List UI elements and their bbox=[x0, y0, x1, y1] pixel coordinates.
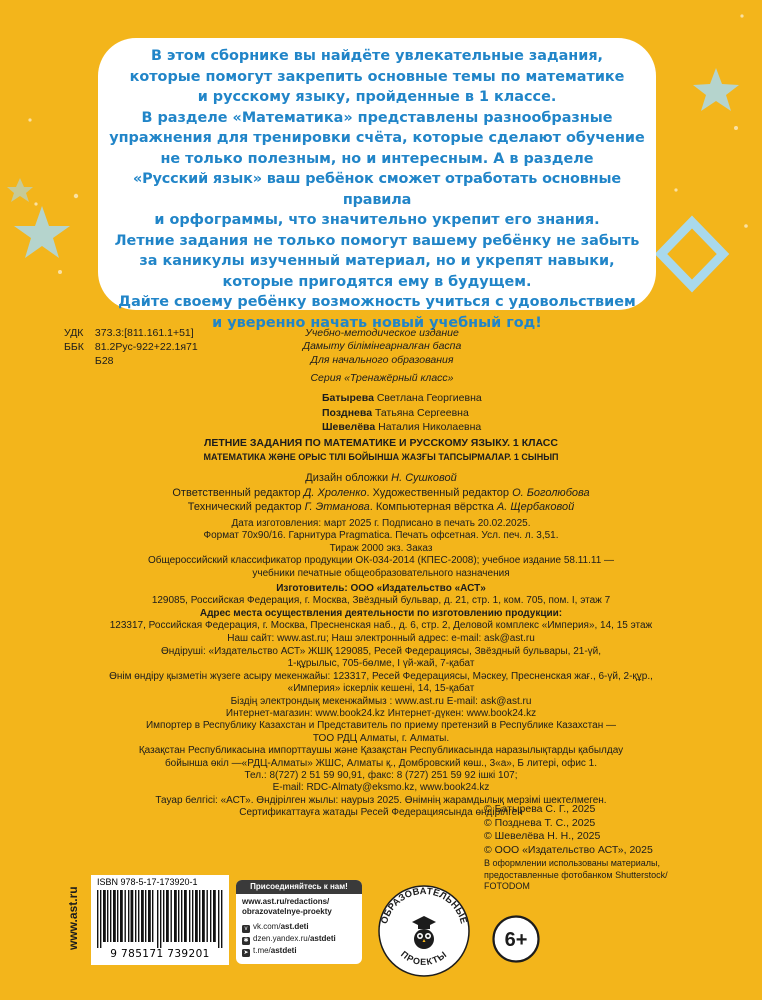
kz-info-line: Тел.: 8(727) 2 51 59 90,91, факс: 8 (727) 251 59 92 iшкi 107; bbox=[244, 770, 518, 782]
credit-line: Ответственный редактор Д. Хроленко. Художественный редактор О. Боголюбова bbox=[172, 486, 590, 499]
dot-icon bbox=[674, 188, 677, 191]
author-row bbox=[322, 391, 482, 406]
dot-icon bbox=[744, 224, 748, 228]
classification-codes bbox=[64, 326, 198, 368]
join-badge: Присоединяйтесь к нам! bbox=[236, 880, 362, 894]
kz-info-line: бойынша өкiл —«РДЦ-Алматы» ЖШС, Алматы қ., Домбровский көш., 3«а», Б литерi, офис 1. bbox=[164, 757, 598, 769]
intro-line: и орфограммы, что значительно укрепит его знания. bbox=[154, 212, 600, 228]
author-name: Светлана Георгиевна bbox=[376, 392, 482, 404]
dzen-link[interactable]: ✱ dzen.yandex.ru/astdeti bbox=[243, 934, 336, 944]
edition-type-line: Для начального образования bbox=[310, 353, 454, 366]
udk-label: УДК bbox=[64, 327, 84, 339]
website-vertical bbox=[64, 876, 82, 952]
manufacturer-info bbox=[60, 583, 702, 645]
author-mark: Б28 bbox=[94, 355, 114, 367]
intro-line: В разделе «Математика» представлены разнообразные bbox=[141, 109, 613, 126]
print-info bbox=[60, 518, 702, 580]
manufacturer-heading: Изготовитель: ООО «Издательство «АСТ» bbox=[276, 583, 486, 594]
kz-info-line: Қазақстан Республикасына импорттаушы және Қазақстан Республикасында наразылықтарды қабылдау bbox=[138, 745, 624, 757]
kz-info bbox=[60, 646, 702, 820]
dzen-icon: ✱ bbox=[243, 938, 249, 944]
kz-info-line: 1-құрылыс, 705-бөлме, I үй-жай, 7-қабат bbox=[287, 658, 475, 670]
activity-heading: Адрес места осуществления деятельности по изготовлению продукции: bbox=[199, 607, 563, 619]
bbk-label: ББК bbox=[64, 341, 84, 353]
intro-line: упражнения для тренировки счёта, которые сделают обучение bbox=[109, 130, 645, 146]
bbk-value: 81.2Рус-922+22.1я71 bbox=[94, 341, 198, 353]
dot-icon bbox=[734, 126, 738, 130]
activity-line: 123317, Российская Федерация, г. Москва, Пресненская наб., д. 6, стр. 2, Деловой комплекс «Империя», 14, 15 этаж bbox=[109, 620, 653, 632]
logo-top-text: ОБРАЗОВАТЕЛЬНЫЕ bbox=[377, 884, 471, 926]
series-name: Серия «Тренажёрный класс» bbox=[310, 372, 454, 384]
copyright-block bbox=[484, 803, 653, 857]
author-row bbox=[322, 420, 482, 435]
activity-line: Наш сайт: www.ast.ru; Наш электронный адрес: e-mail: ask@ast.ru bbox=[227, 632, 535, 644]
isbn-label: ISBN 978-5-17-173920-1 bbox=[97, 877, 198, 887]
author-surname: Позднева bbox=[322, 406, 373, 419]
website-vertical-text: www.ast.ru bbox=[66, 886, 80, 950]
intro-line: не только полезным, но и интересным. А в разделе bbox=[160, 150, 594, 167]
star-icon bbox=[693, 68, 739, 111]
dot-icon bbox=[740, 14, 743, 17]
kz-info-line: Бiздiң электрондық мекенжаймыз : www.ast.ru E-mail: ask@ast.ru bbox=[230, 695, 532, 707]
intro-line: которые пригодятся ему в будущем. bbox=[222, 273, 532, 290]
intro-line: и уверенно начать новый учебный год! bbox=[212, 314, 542, 331]
art-editor: О. Боголюбова bbox=[512, 486, 590, 499]
edition-type-line: Учебно-методическое издание bbox=[305, 327, 459, 339]
author-surname: Батырева bbox=[322, 392, 374, 404]
logo-bottom-text: ПРОЕКТЫ bbox=[398, 948, 450, 967]
udk-value: 373.3:[811.161.1+51] bbox=[94, 327, 194, 339]
barcode-bars bbox=[97, 890, 223, 948]
intro-line: и русскому языку, пройденные в 1 классе. bbox=[197, 89, 557, 105]
intro-line: «Русский язык» ваш ребёнок сможет отработать основные правила bbox=[133, 171, 621, 208]
dot-icon bbox=[58, 270, 62, 274]
intro-line: за каникулы изученный материал, но и укрепят навыки, bbox=[139, 253, 615, 269]
authors-list bbox=[322, 391, 482, 435]
tech-editor: Г. Этманова bbox=[304, 501, 370, 513]
layout-designer: А. Щербаковой bbox=[496, 501, 575, 513]
copyright-line: © Шевелёва Н. Н., 2025 bbox=[484, 830, 601, 842]
isbn-barcode bbox=[91, 875, 229, 965]
dot-icon bbox=[74, 194, 78, 198]
photo-credit-note: В оформлении использованы материалы, предоставленные фотобанком Shutterstock/ FOTODOM bbox=[484, 858, 668, 891]
credit-line: Технический редактор Г. Этманова. Компьютерная вёрстка А. Щербаковой bbox=[187, 501, 575, 513]
educational-projects-logo bbox=[376, 882, 472, 978]
intro-line: Дайте своему ребёнку возможность учиться с удовольствием bbox=[118, 294, 636, 310]
edition-type-line: Дамыту бiлiмiнеарналған баспа bbox=[302, 340, 462, 353]
isbn-digits: 9 785171 739201 bbox=[110, 948, 210, 960]
dot-icon bbox=[34, 202, 37, 205]
telegram-link[interactable]: ➤ t.me/astdeti bbox=[243, 946, 297, 956]
edition-type bbox=[210, 327, 554, 367]
kz-info-line: «Империя» iскерлiк кешенi, 14, 15-қабат bbox=[287, 683, 475, 695]
age-rating-text: 6+ bbox=[504, 929, 528, 951]
star-icon bbox=[7, 178, 33, 202]
vk-icon: v bbox=[242, 925, 250, 933]
intro-line: которые помогут закрепить основные темы по математике bbox=[129, 68, 625, 85]
credit-line: Дизайн обложки Н. Сушковой bbox=[305, 472, 457, 484]
book-title-ru: ЛЕТНИЕ ЗАДАНИЯ ПО МАТЕМАТИКЕ И РУССКОМУ ЯЗЫКУ. 1 КЛАСС bbox=[204, 437, 558, 449]
copyright-line: © Позднева Т. С., 2025 bbox=[484, 816, 596, 829]
book-title-kz: МАТЕМАТИКА ЖӘНЕ ОРЫС ТІЛІ БОЙЫНША ЖАЗҒЫ ТАПСЫРМАЛАР. 1 СЫНЫП bbox=[203, 452, 559, 462]
vk-link[interactable]: v vk.com/ast.deti bbox=[242, 922, 309, 933]
kz-info-line: E-mail: RDC-Almaty@eksmo.kz, www.book24.kz bbox=[272, 782, 490, 794]
author-surname: Шевелёва bbox=[322, 421, 376, 433]
kz-info-line: Сертификаттауға жатады Ресей Федерациясында өндiрiлген bbox=[239, 807, 523, 819]
print-info-line: Формат 70x90/16. Гарнитура Pragmatica. Печать офсетная. Усл. печ. л. 3,51. bbox=[203, 530, 559, 542]
print-info-line: Тираж 2000 экз. Заказ bbox=[329, 542, 433, 554]
age-rating-badge bbox=[492, 915, 540, 963]
kz-info-line: Тауар белгiсi: «АСТ». Өндiрiлген жылы: наурыз 2025. Өнiмнiң жарамдылық мерзiмi шектелмеген. bbox=[155, 794, 607, 806]
intro-line: В этом сборнике вы найдёте увлекательные задания, bbox=[150, 48, 604, 64]
intro-card bbox=[98, 38, 656, 331]
print-info-line: учебники печатные общеобразовательного назначения bbox=[252, 567, 510, 579]
dot-icon bbox=[28, 118, 31, 121]
intro-text bbox=[98, 38, 656, 333]
copyright-line: © ООО «Издательство АСТ», 2025 bbox=[484, 843, 653, 856]
author-row bbox=[322, 406, 482, 421]
responsible-editor: Д. Хроленко bbox=[303, 486, 367, 499]
star-icon bbox=[14, 206, 70, 258]
kz-info-line: Импортер в Республику Казахстан и Представитель по приему претензий в Республике Казахстан — bbox=[145, 720, 616, 732]
social-links-box bbox=[236, 880, 362, 964]
intro-line: Летние задания не только помогут вашему ребёнку не забыть bbox=[114, 232, 640, 249]
print-info-line: Общероссийский классификатор продукции ОК-034-2014 (КПЕС-2008); учебное издание 58.11.11 — bbox=[147, 555, 615, 567]
kz-info-line: Интернет-магазин: www.book24.kz Интернет-дүкен: www.book24.kz bbox=[225, 708, 537, 720]
author-name: Татьяна Сергеевна bbox=[374, 406, 469, 419]
cover-designer: Н. Сушковой bbox=[391, 472, 457, 484]
kz-info-line: ТОО РДЦ Алматы, г. Алматы. bbox=[312, 732, 450, 744]
manufacturer-address: 129085, Российская Федерация, г. Москва, Звёздный бульвар, д. 21, стр. 1, ком. 705, пом. I, этаж 7 bbox=[151, 595, 611, 607]
author-name: Наталия Николаевна bbox=[378, 421, 482, 433]
diamond-icon bbox=[661, 222, 723, 286]
copyright-line: © Батырева С. Г., 2025 bbox=[484, 803, 596, 815]
print-info-line: Дата изготовления: март 2025 г. Подписано в печать 20.02.2025. bbox=[231, 518, 531, 529]
kz-info-line: Өнiм өндiру қызметiн жүзеге асыру мекенжайы: 123317, Ресей Федерациясы, Мәскеу, Пресненская жағ., 6-үй, 2-құр., bbox=[109, 670, 653, 682]
credits bbox=[60, 471, 702, 515]
telegram-icon: ➤ bbox=[243, 950, 249, 956]
kz-info-line: Өндiрушi: «Издательство АСТ» ЖШҚ 129085, Ресей Федерациясы, Звёздный бульвары, 21-үй, bbox=[160, 646, 602, 657]
redaction-link[interactable]: www.ast.ru/redactions/ obrazovatelnye-proekty bbox=[242, 897, 332, 916]
